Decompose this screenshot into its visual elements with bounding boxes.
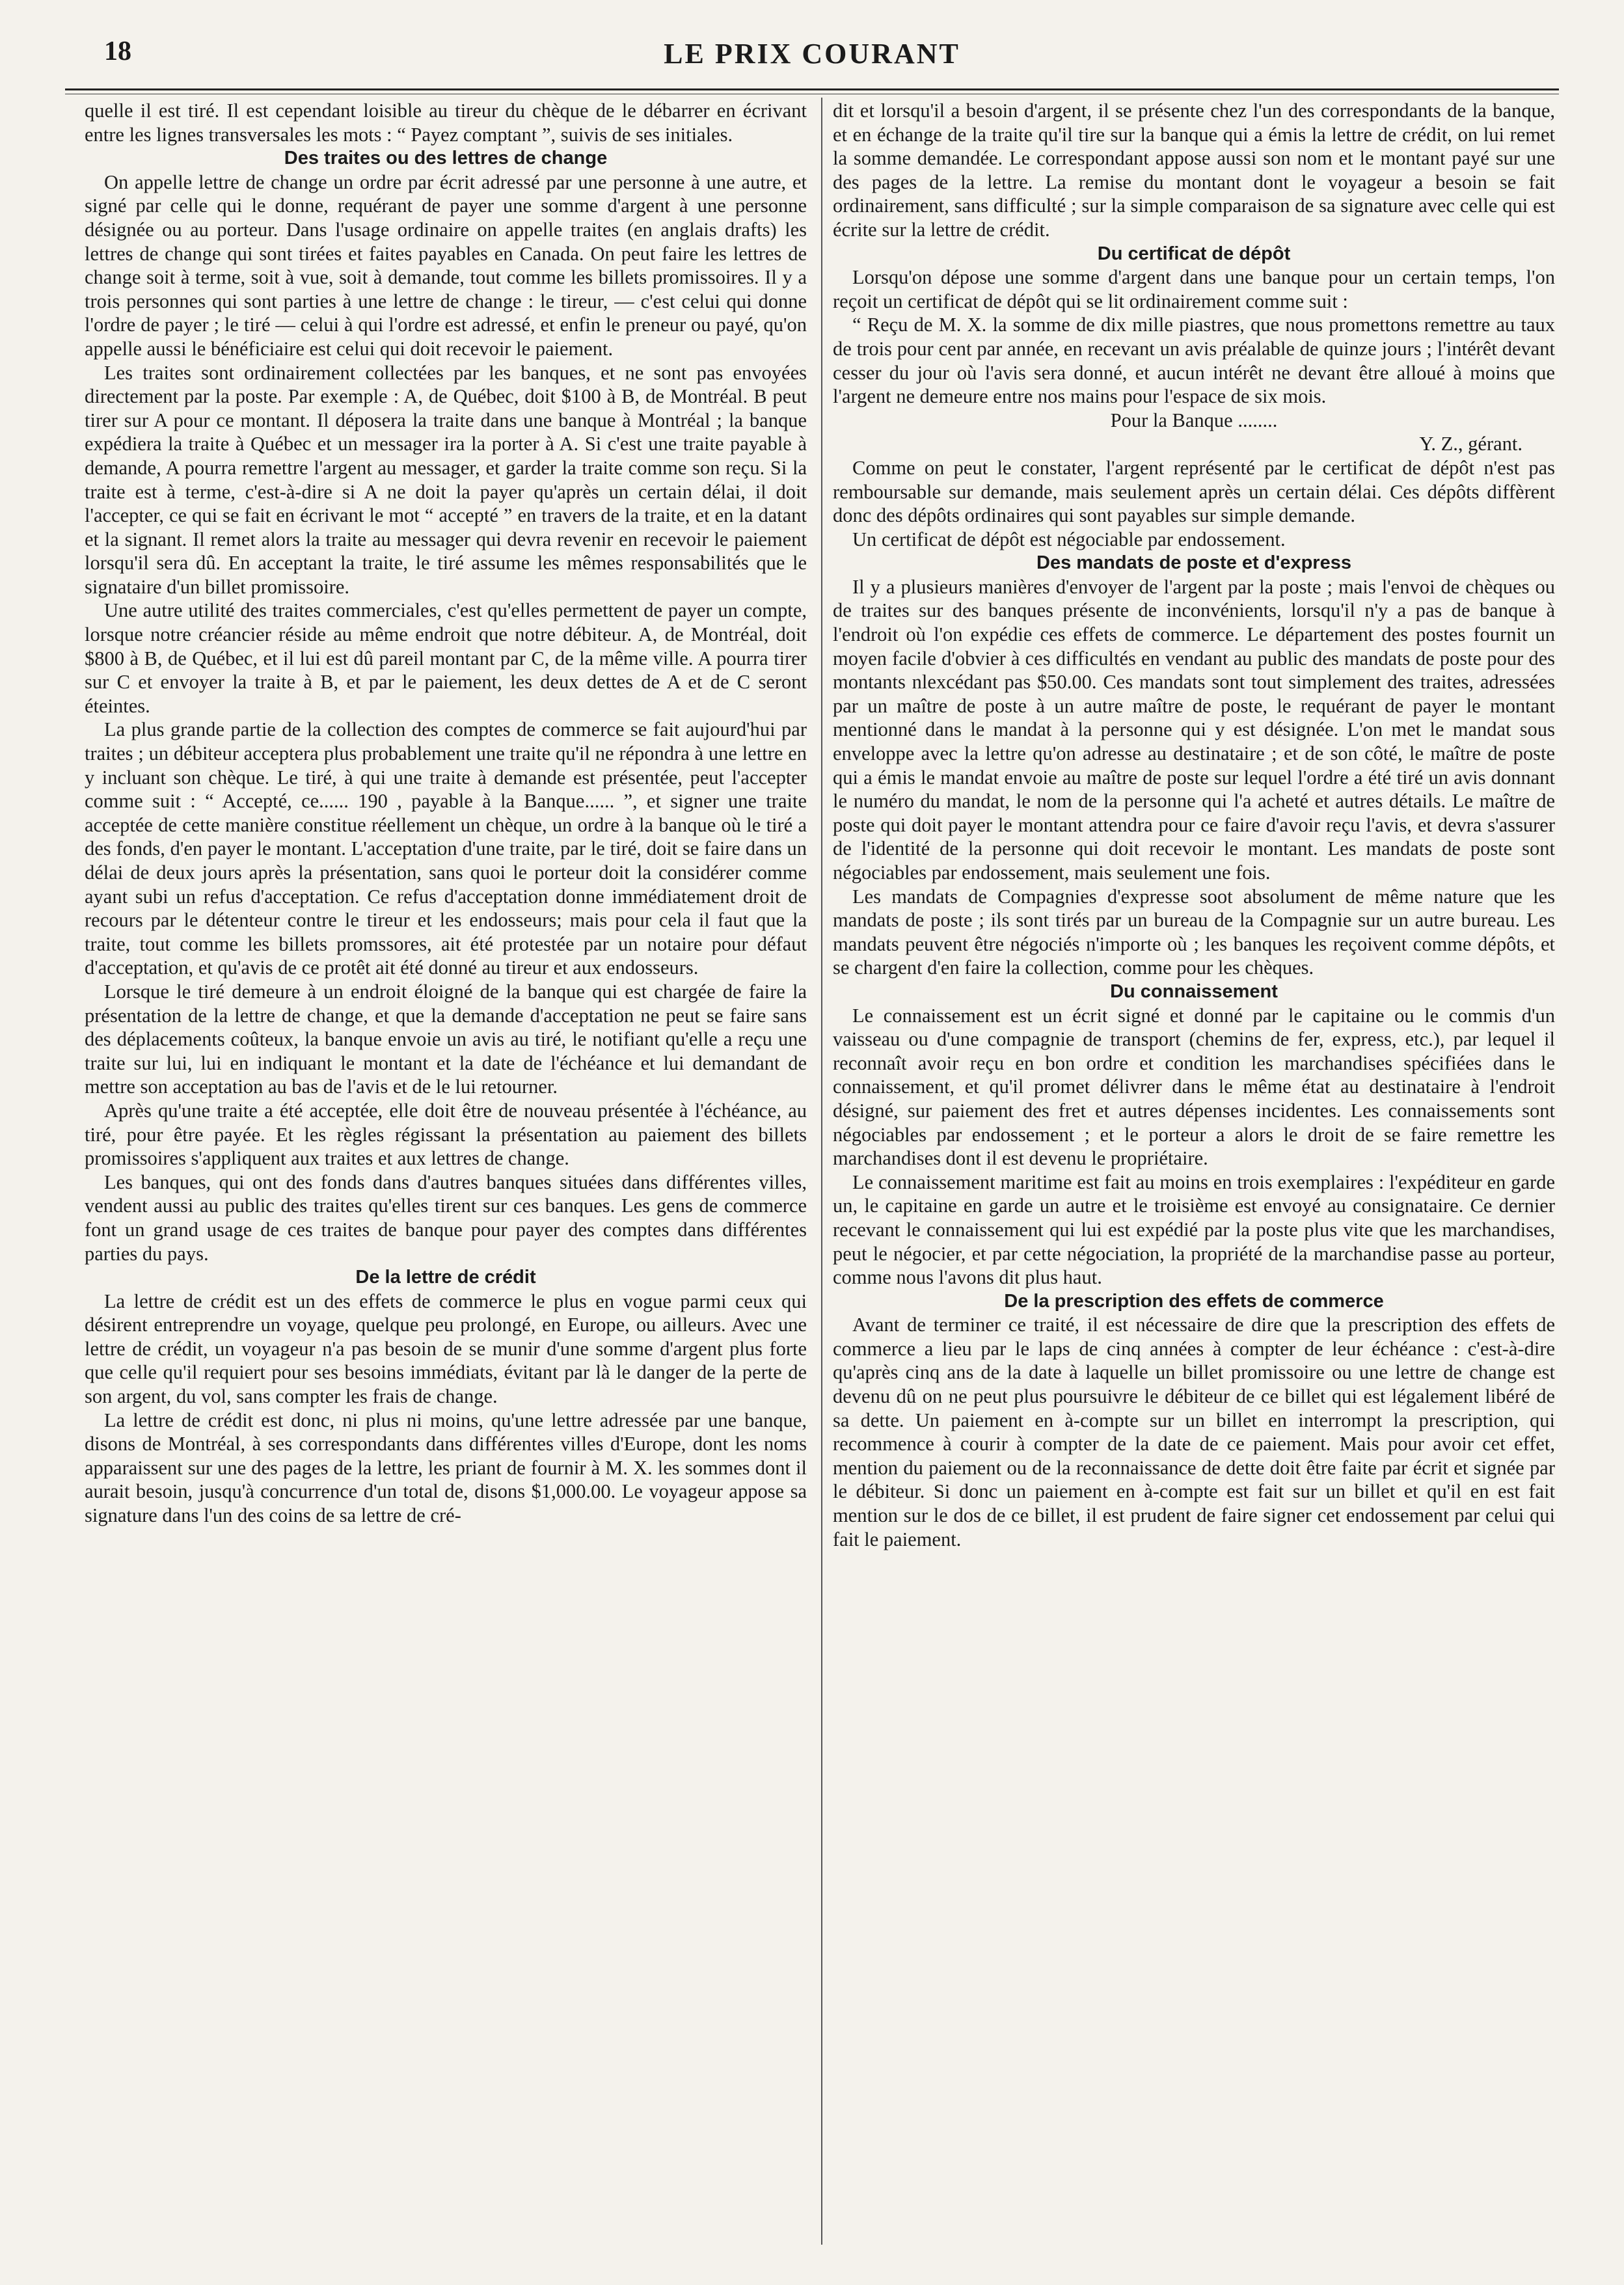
paragraph: La lettre de crédit est un des effets de commerce le plus en vogue parmi ceux qui désirent entreprendre un voyage, quelque peu prolongé, en Europe, ou ailleurs. Avec une lettre de crédit, un voyageur n'a pas besoin de se munir d'une somme d'argent plus forte que celle qu'il requiert pour ses besoins immédiats, évitant par là le danger de la perte de son argent, du vol, sans compter les frais de change. (85, 1290, 807, 1408)
page-number: 18 (104, 36, 131, 66)
section-heading: De la lettre de crédit (355, 1267, 536, 1288)
section-heading: De la prescription des effets de commerce (1004, 1290, 1384, 1312)
signature-line: Y. Z., gérant. (1419, 433, 1522, 455)
paragraph: dit et lorsqu'il a besoin d'argent, il se présente chez l'un des correspondants de la banque, et en échange de la traite qu'il tire sur la banque qui a émis la lettre de crédit, on lui remet la somme demandée. Le correspondant appose aussi son nom et le montant payé sur une des pages de la lettre. La remise du montant dont le voyageur a besoin se fait ordinairement, sans difficulté ; sur la simple comparaison de sa signature avec celle qui est écrite sur la lettre de crédit. (833, 100, 1555, 241)
paragraph: Après qu'une traite a été acceptée, elle doit être de nouveau présentée à l'échéance, au tiré, pour être payée. Et les règles régissant la présentation au paiement des billets promissoires s'appliquent aux traites et aux lettres de change. (85, 1099, 807, 1170)
paragraph: Un certificat de dépôt est négociable par endossement. (852, 528, 1286, 550)
left-column (85, 99, 807, 1528)
paragraph: Il y a plusieurs manières d'envoyer de l'argent par la poste ; mais l'envoi de chèques ou de traites sur des banques présente de inconvénients, lorsqu'il n'y a pas de banque à l'endroit où l'on expédie ces effets de commerce. Le département des postes fournit un moyen facile d'obvier à ces difficultés en vendant au public des mandats de poste pour des montants nlexcédant pas $50.00. Ces mandats sont tout simplement des traites, adressées par un maître de poste à un autre maître de poste, le requérant de payer le montant mentionné dans le mandat à la personne qui y est désignée. L'on met le mandat sous enveloppe avec la lettre qu'on adresse au destinataire ; et de son côté, le maître de poste qui a émis le mandat envoie au maître de poste sur lequel l'ordre a été tiré un avis donnant le numéro du mandat, le nom de la personne qui l'a acheté et autres détails. Le maître de poste qui doit payer le montant attendra pour ce faire d'avoir reçu l'avis, et devra s'assurer de l'identité de la personne qui doit recevoir le montant. Les mandats de poste sont négociables par endossement, mais seulement une fois. (833, 575, 1555, 884)
signature-line: Pour la Banque ........ (1110, 409, 1278, 431)
paragraph: Avant de terminer ce traité, il est nécessaire de dire que la prescription des effets de commerce a lieu par le laps de cinq années à compter de leur échéance : c'est-à-dire qu'après cinq ans de la date à laquelle un billet promissoire ou une lettre de change est devenu dû on ne peut plus poursuivre le débiteur de ce billet qui est légalement libéré de sa dette. Un paiement en à-compte sur un billet en interrompt la prescription, qui recommence à courir à compter de la date de ce paiement. Mais pour avoir cet effet, mention du paiement ou de la reconnaissance de dette doit être faite par écrit et signée par le débiteur. Si donc un paiement en à-compte est fait sur un billet et qu'il en est fait mention sur le dos de ce billet, il est prudent de faire signer cet endossement par celui qui fait le paiement. (833, 1314, 1555, 1550)
paragraph: Les mandats de Compagnies d'expresse soot absolument de même nature que les mandats de poste ; ils sont tirés par un bureau de la Compagnie sur un autre bureau. Les mandats peuvent être négociés n'importe où ; les banques les reçoivent comme dépôts, et se chargent d'en faire la collection, comme pour les chèques. (833, 885, 1555, 979)
paragraph: Lorsqu'on dépose une somme d'argent dans une banque pour un certain temps, l'on reçoit un certificat de dépôt qui se lit ordinairement comme suit : (833, 266, 1555, 312)
paragraph: La lettre de crédit est donc, ni plus ni moins, qu'une lettre adressée par une banque, disons de Montréal, à ses correspondants dans différentes villes d'Europe, dont les noms apparaissent sur une des pages de la lettre, les priant de fournir à M. X. les sommes dont il aurait besoin, jusqu'à concurrence d'un total de, disons $1,000.00. Le voyageur appose sa signature dans l'un des coins de sa lettre de cré- (85, 1409, 807, 1527)
journal-title: LE PRIX COURANT (664, 38, 960, 70)
paragraph: Comme on peut le constater, l'argent représenté par le certificat de dépôt n'est pas remboursable sur demande, mais seulement après un certain délai. Ces dépôts diffèrent donc des dépôts ordinaires qui sont payables sur simple demande. (833, 456, 1555, 527)
paragraph: On appelle lettre de change un ordre par écrit adressé par une personne à une autre, et signé par celle qui le donne, requérant de payer une somme d'argent à une personne désignée ou au porteur. Dans l'usage ordinaire on appelle traites (en anglais drafts) les lettres de change qui sont tirées et faites payables en Canada. On peut faire les lettres de change soit à terme, soit à vue, soit à demande, tout comme les billets promissoires. Il y a trois personnes qui sont parties à une lettre de change : le tireur, — c'est celui qui donne l'ordre de payer ; le tiré — celui à qui l'ordre est adressé, et enfin le preneur ou payé, qu'on appelle aussi le bénéficiaire est celui qui doit recevoir le paiement. (85, 170, 807, 360)
paragraph: Les banques, qui ont des fonds dans d'autres banques situées dans différentes villes, vendent aussi au public des traites qu'elles tirent sur ces banques. Les gens de commerce font un grand usage de ces traites de banque pour payer des comptes dans différentes parties du pays. (85, 1170, 807, 1265)
paragraph: Une autre utilité des traites commerciales, c'est qu'elles permettent de payer un compte, lorsque notre créancier réside au même endroit que notre débiteur. A, de Montréal, doit $800 à B, de Québec, et il lui est dû pareil montant par C, de la même ville. A pourra tirer sur C et envoyer la traite à B, et par le paiement, les deux dettes de A et de C seront éteintes. (85, 599, 807, 717)
section-heading: Du certificat de dépôt (1097, 243, 1291, 264)
right-column (833, 99, 1555, 1551)
paragraph: Le connaissement est un écrit signé et donné par le capitaine ou le commis d'un vaisseau ou d'une compagnie de transport (chemins de fer, express, etc.), par lequel il reconnaît avoir reçu en bon ordre et condition les marchandises spécifiées dans le connaissement, et qu'il promet délivrer dans le même état au destinataire à l'endroit désigné, sur paiement des fret et autres dépenses incidentes. Les connaissements sont négociables par endossement ; et le porteur a alors le droit de se faire remettre les marchandises dont il est devenu le propriétaire. (833, 1004, 1555, 1170)
paragraph: quelle il est tiré. Il est cependant loisible au tireur du chèque de le débarrer en écrivant entre les lignes transversales les mots : “ Payez comptant ”, suivis de ses initiales. (85, 100, 807, 146)
page-header (65, 36, 1559, 75)
paragraph: La plus grande partie de la collection des comptes de commerce se fait aujourd'hui par traites ; un débiteur acceptera plus probablement une traite qu'il ne répondra à une lettre en y incluant son chèque. Le tiré, à qui une traite à demande est présentée, peut l'accepter comme suit : “ Accepté, ce...... 190 , payable à la Banque...... ”, et signer une traite acceptée de cette manière constitue réellement un chèque, un ordre à la banque où le tiré a des fonds, d'en payer le montant. L'acceptation d'une traite, par le tiré, doit se faire dans un délai de deux jours après la présentation, sans quoi le porteur doit la considérer comme ayant subi un refus d'acceptation. Ce refus d'acceptation donne immédiatement droit de recours par le détenteur contre le tireur et les endosseurs; mais pour cela il faut que la traite, tout comme les billets promssores, ait été protestée par un notaire pour défaut d'acceptation, et qu'avis de ce protêt ait été donné au tireur et aux endosseurs. (85, 718, 807, 979)
column-divider (821, 98, 822, 2245)
paragraph: Les traites sont ordinairement collectées par les banques, et ne sont pas envoyées directement par la poste. Par exemple : A, de Québec, doit $100 à B, de Montréal. B peut tirer sur A pour ce montant. Il déposera la traite dans une banque à Montréal ; la banque expédiera la traite à Québec et un messager ira la porter à A. Si c'est une traite payable à demande, A pourra remettre l'argent au messager, et garder la traite comme son reçu. Si la traite est à terme, c'est-à-dire si A ne doit la payer qu'après un certain délai, il doit l'accepter, ce qui se fait en écrivant le mot “ accepté ” en travers de la traite, et en la datant et la signant. Il remet alors la traite au messager qui devra revenir en recevoir le paiement lorsqu'il sera dû. En acceptant la traite, le tiré assume les mêmes responsabilités que le signataire d'un billet promissoire. (85, 361, 807, 598)
section-heading: Des mandats de poste et d'express (1036, 552, 1351, 574)
section-heading: Des traites ou des lettres de change (284, 148, 608, 169)
paragraph: Le connaissement maritime est fait au moins en trois exemplaires : l'expéditeur en garde un, le capitaine en garde un autre et le troisième est envoyé au consignataire. Ce dernier recevant le connaissement qui lui est expédié par la poste plus vite que les marchandises, peut le négocier, et par cette négociation, la propriété de la marchandise passe au porteur, comme nous l'avons dit plus haut. (833, 1170, 1555, 1289)
section-heading: Du connaissement (1110, 980, 1278, 1002)
paragraph: Lorsque le tiré demeure à un endroit éloigné de la banque qui est chargée de faire la présentation de la lettre de change, et que la demande d'acceptation ne peut se faire sans des déplacements coûteux, la banque envoie un avis au tiré, le notifiant qu'elle a reçu une traite sur lui, lui en indiquant le montant et la date de l'échéance et lui demandant de mettre son acceptation au bas de l'avis et de le lui retourner. (85, 980, 807, 1098)
header-rule (65, 88, 1559, 90)
quoted-certificate: “ Reçu de M. X. la somme de dix mille piastres, que nous promettons remettre au taux de trois pour cent par année, en recevant un avis préalable de quinze jours ; l'intérêt devant cesser du jour où l'avis sera donné, et aucun intérêt ne devant être alloué à moins que l'argent ne demeure entre nos mains pour l'espace de six mois. (833, 314, 1555, 408)
